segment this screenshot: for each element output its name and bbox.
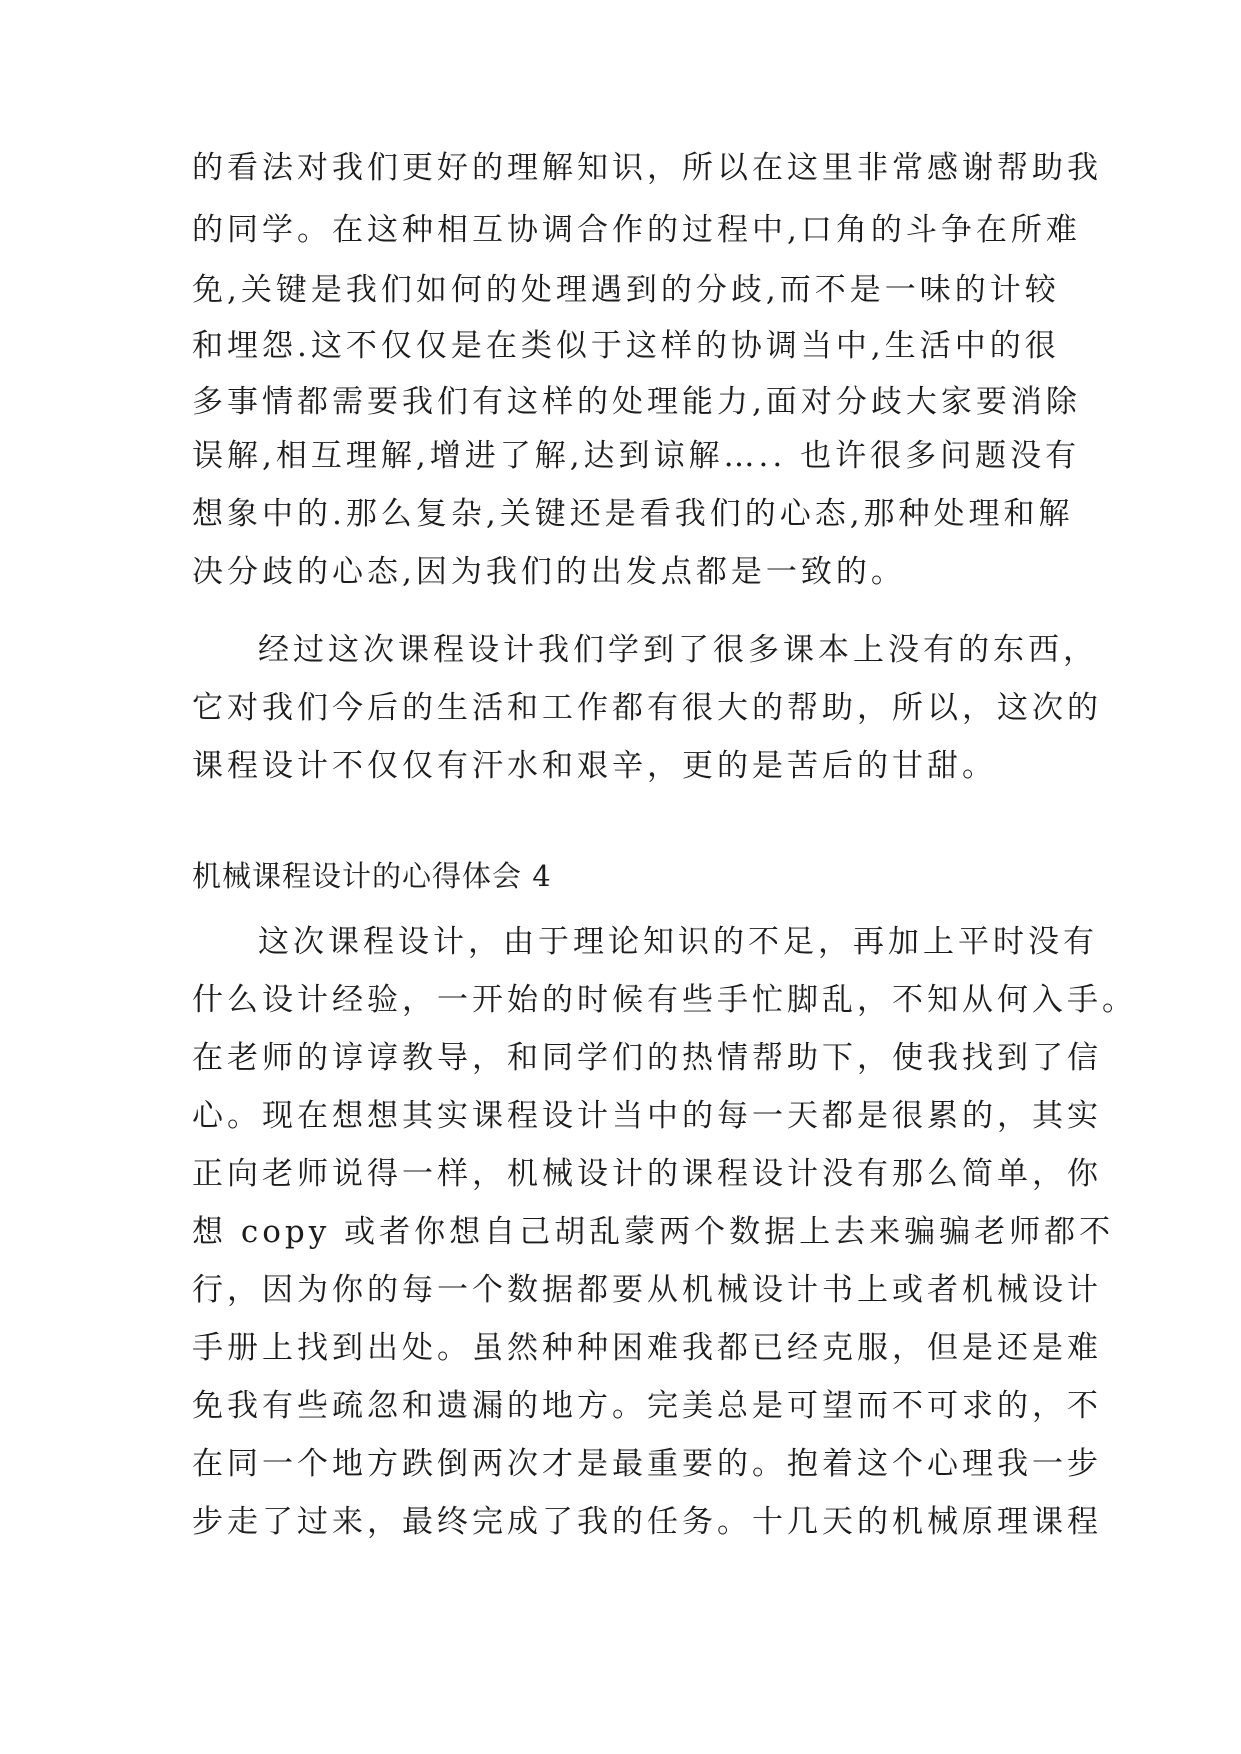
paragraph-line: 行，因为你的每一个数据都要从机械设计书上或者机械设计 (192, 1272, 1102, 1308)
paragraph-line: 的同学。在这种相互协调合作的过程中,口角的斗争在所难 (192, 212, 1081, 248)
section-heading: 机械课程设计的心得体会 4 (192, 859, 552, 893)
paragraph-line: 在同一个地方跌倒两次才是最重要的。抱着这个心理我一步 (192, 1446, 1102, 1482)
paragraph-line: 在老师的谆谆教导，和同学们的热情帮助下，使我找到了信 (192, 1040, 1102, 1076)
paragraph-line: 免我有些疏忽和遗漏的地方。完美总是可望而不可求的，不 (192, 1388, 1102, 1424)
paragraph-line: 免,关键是我们如何的处理遇到的分歧,而不是一味的计较 (192, 272, 1060, 308)
paragraph-line: 步走了过来，最终完成了我的任务。十几天的机械原理课程 (192, 1504, 1102, 1540)
paragraph-line: 想 copy 或者你想自己胡乱蒙两个数据上去来骗骗老师都不 (192, 1214, 1115, 1250)
paragraph-line: 手册上找到出处。虽然种种困难我都已经克服，但是还是难 (192, 1330, 1102, 1366)
paragraph-line: 决分歧的心态,因为我们的出发点都是一致的。 (192, 554, 906, 590)
paragraph-line: 这次课程设计，由于理论知识的不足，再加上平时没有 (258, 924, 1098, 960)
paragraph-line: 心。现在想想其实课程设计当中的每一天都是很累的，其实 (192, 1098, 1102, 1134)
paragraph-line: 误解,相互理解,增进了解,达到谅解….. 也许很多问题没有 (192, 438, 1081, 474)
paragraph-line: 想象中的.那么复杂,关键还是看我们的心态,那种处理和解 (192, 496, 1074, 532)
paragraph-line: 什么设计经验，一开始的时候有些手忙脚乱，不知从何入手。 (192, 982, 1137, 1018)
paragraph-line: 多事情都需要我们有这样的处理能力,面对分歧大家要消除 (192, 384, 1081, 420)
paragraph-line: 经过这次课程设计我们学到了很多课本上没有的东西， (258, 632, 1098, 668)
paragraph-line: 它对我们今后的生活和工作都有很大的帮助，所以，这次的 (192, 690, 1102, 726)
paragraph-line: 的看法对我们更好的理解知识，所以在这里非常感谢帮助我 (192, 150, 1102, 186)
paragraph-line: 和埋怨.这不仅仅是在类似于这样的协调当中,生活中的很 (192, 328, 1060, 364)
paragraph-line: 课程设计不仅仅有汗水和艰辛，更的是苦后的甘甜。 (192, 748, 997, 784)
paragraph-line: 正向老师说得一样，机械设计的课程设计没有那么简单，你 (192, 1156, 1102, 1192)
